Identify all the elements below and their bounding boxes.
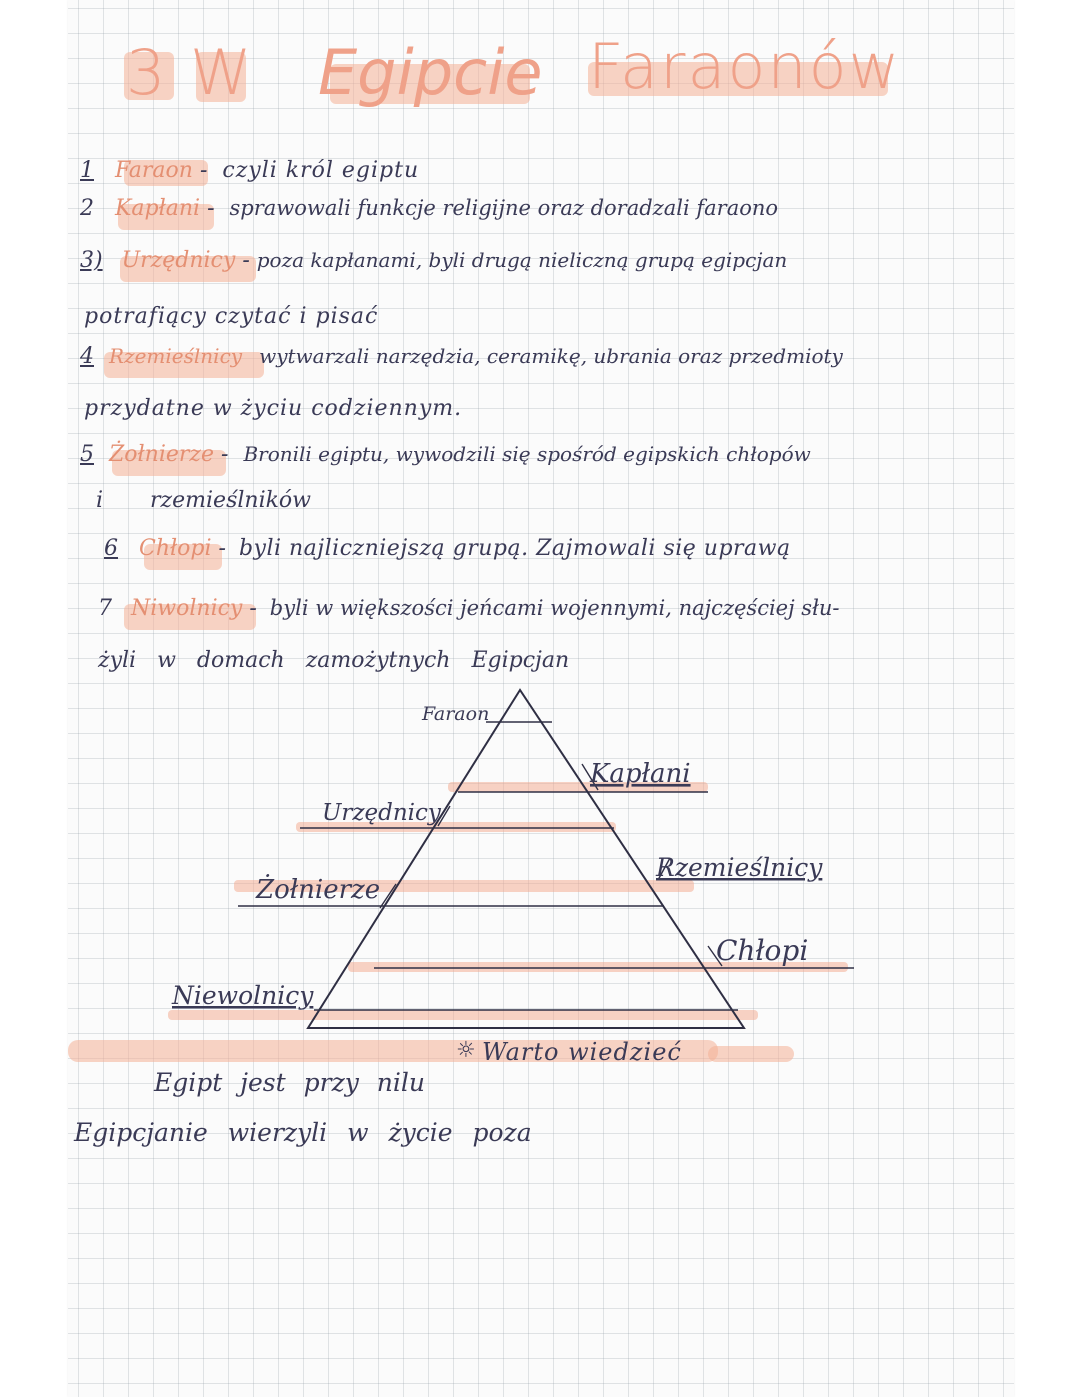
item-6-sep: - — [218, 536, 226, 561]
label-faraon: Faraon — [422, 703, 490, 725]
label-zolnierze: Żołnierze — [256, 875, 381, 905]
item-6-text: byli najliczniejszą grupą. Zajmowali się uprawą — [238, 536, 791, 561]
item-5-text: Bronili egiptu, wywodzili się spośród egipskich chłopów — [243, 442, 811, 466]
item-7-text: byli w większości jeńcami wojennymi, najczęściej słu- — [269, 596, 840, 620]
item-5-term: Żołnierze — [109, 442, 215, 467]
item-2-term: Kapłani — [115, 196, 201, 221]
item-1-sep: - — [199, 158, 208, 183]
item-6-number: 6 — [104, 536, 118, 561]
label-kaplani: Kapłani — [590, 759, 691, 789]
item-6-term: Chłopi — [139, 536, 212, 561]
item-4-term: Rzemieślnicy — [109, 344, 243, 368]
item-3-sep: - — [242, 248, 250, 273]
title-word-faraonow: Faraonów — [588, 30, 902, 103]
item-7-number: 7 — [98, 596, 112, 621]
item-4-text: wytwarzali narzędzia, ceramikę, ubrania oraz przedmioty — [259, 344, 843, 368]
label-niewolnicy: Niewolnicy — [172, 981, 314, 1010]
label-urzednicy: Urzędnicy — [322, 800, 441, 826]
item-3-term: Urzędnicy — [121, 248, 236, 273]
title-word-egipcie: Egipcie — [318, 36, 543, 109]
label-chlopi: Chłopi — [716, 934, 809, 967]
item-5-sep: - — [221, 442, 229, 467]
pyramid-highlight-niewolnicy — [168, 1010, 758, 1020]
social-pyramid-diagram — [68, 0, 1014, 1397]
title-letter: W — [190, 36, 252, 109]
note-line-1: Egipt jest przy nilu — [154, 1068, 426, 1097]
note-line-2: Egipcjanie wierzyli w życie poza — [74, 1118, 532, 1147]
item-4-continued: przydatne w życiu codziennym. — [84, 396, 463, 421]
title-number: 3 — [126, 36, 166, 109]
note-heading: Warto wiedzieć — [482, 1038, 682, 1066]
item-3-number: 3) — [80, 248, 103, 273]
item-2-number: 2 — [80, 196, 94, 221]
item-2-sep: - — [207, 196, 215, 221]
item-1-term: Faraon — [115, 158, 193, 183]
item-7-term: Niwolnicy — [131, 596, 243, 621]
item-1-number: 1 — [80, 158, 94, 183]
item-5-continued: i rzemieślników — [96, 488, 312, 513]
label-rzemieslnicy: Rzemieślnicy — [656, 853, 823, 882]
item-7-sep: - — [249, 596, 257, 621]
item-2-text: sprawowali funkcje religijne oraz doradzali faraono — [229, 196, 779, 220]
item-1-text: czyli król egiptu — [222, 158, 420, 183]
item-3-continued: potrafiący czytać i pisać — [84, 304, 379, 329]
item-5-number: 5 — [80, 442, 94, 467]
item-4-number: 4 — [80, 344, 94, 369]
item-7-continued: żyli w domach zamożytnych Egipcjan — [98, 648, 570, 673]
note-bulb-icon: ☼ — [456, 1038, 476, 1063]
notebook-page — [68, 0, 1014, 1397]
note-highlight-band-right — [708, 1046, 794, 1062]
item-3-text: poza kapłanami, byli drugą nieliczną grupą egipcjan — [256, 248, 788, 272]
